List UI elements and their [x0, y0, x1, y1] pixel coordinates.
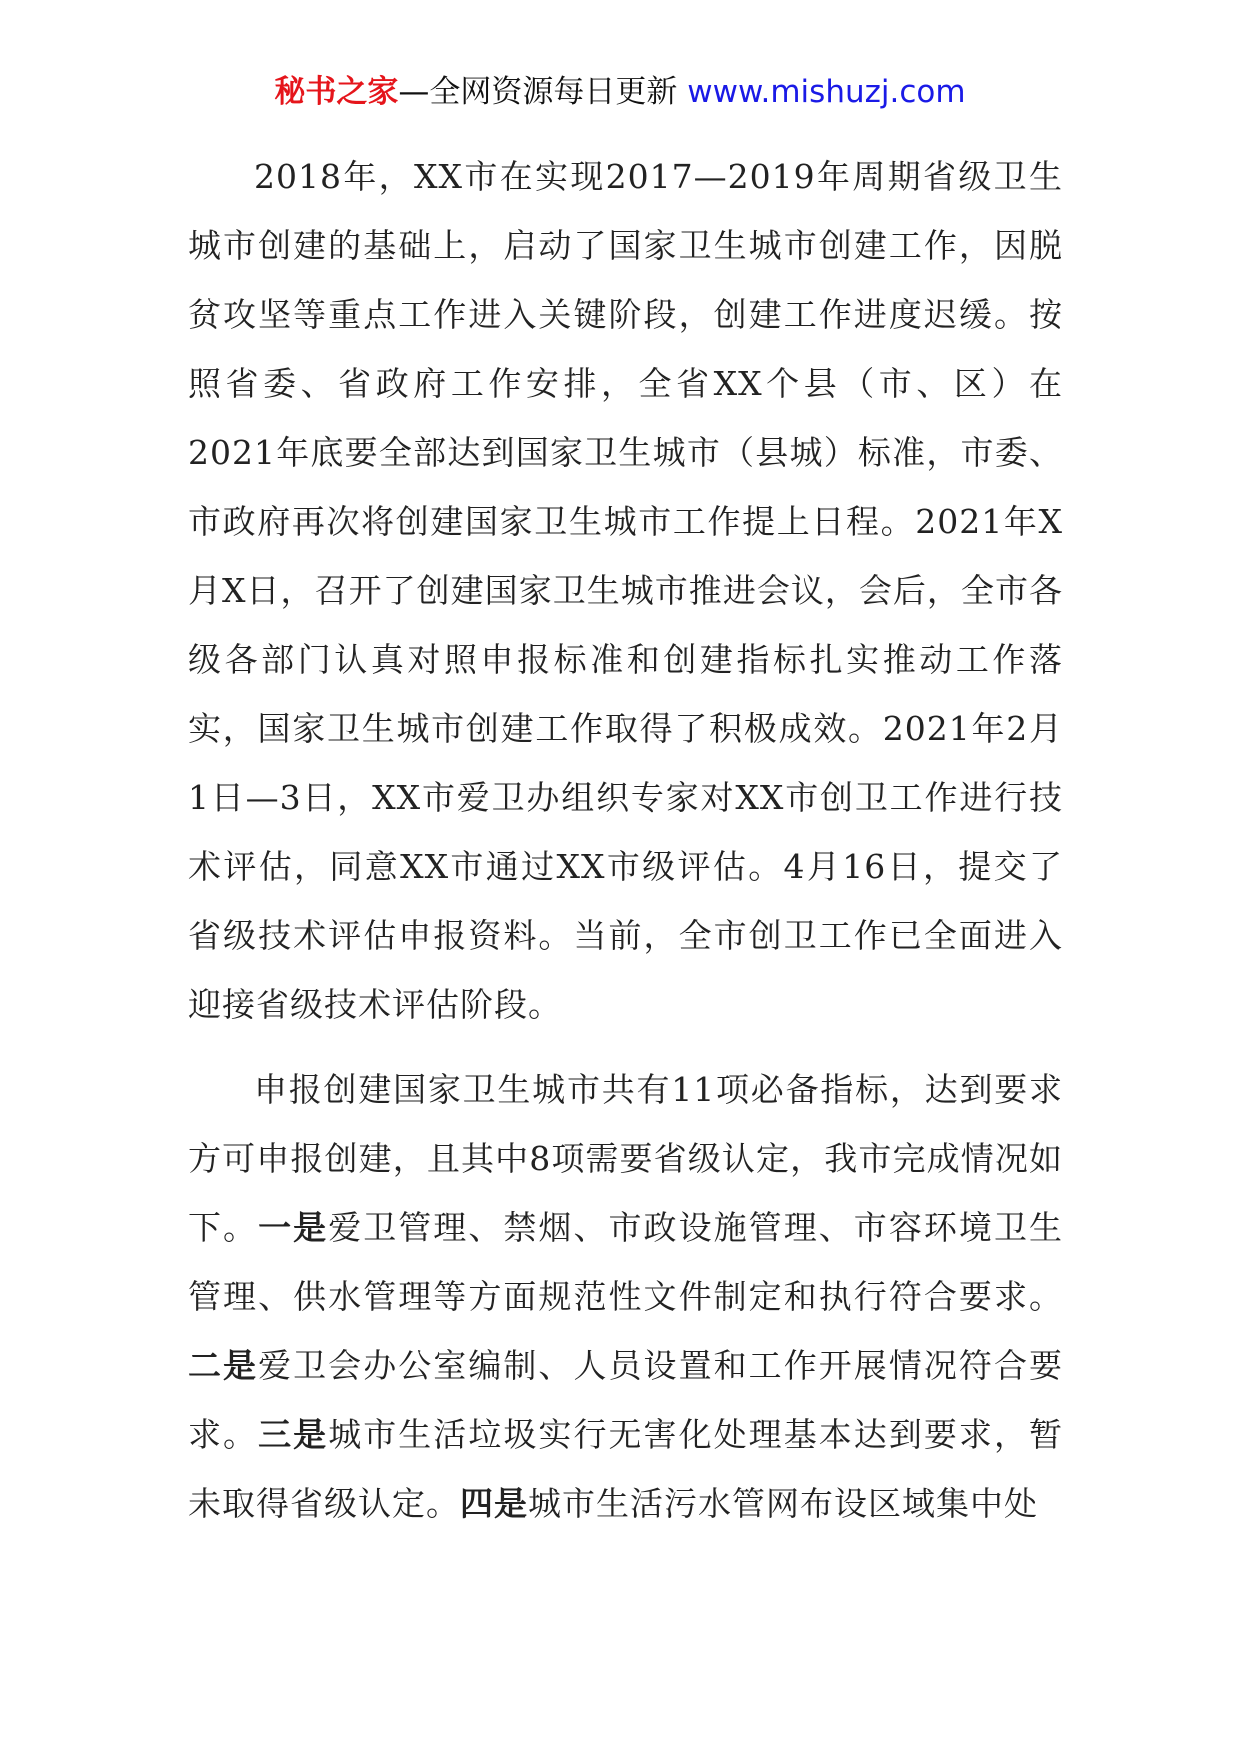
paragraph-indicators [188, 1055, 1063, 1538]
site-brand: 秘书之家 [274, 74, 399, 110]
item-label-3: 三是 [258, 1415, 329, 1454]
paragraph-background: 2018年，XX市在实现2017—2019年周期省级卫生城市创建的基础上，启动了国家卫生城市创建工作，因脱贫攻坚等重点工作进入关键阶段，创建工作进度迟缓。按照省委、省政府工作安排，全省XX个县（市、区）在2021年底要全部达到国家卫生城市（县城）标准，市委、市政府再次将创建国家卫生城市工作提上日程。2021年X月X日，召开了创建国家卫生城市推进会议，会后，全市各级各部门认真对照申报标准和创建指标扎实推动工作落实，国家卫生城市创建工作取得了积极成效。2021年2月1日—3日，XX市爱卫办组织专家对XX市创卫工作进行技术评估，同意XX市通过XX市级评估。4月16日，提交了省级技术评估申报资料。当前，全市创卫工作已全面进入迎接省级技术评估阶段。 [188, 157, 1063, 1024]
site-tagline: —全网资源每日更新 [398, 74, 678, 110]
item-label-4: 四是 [460, 1484, 528, 1523]
document-body [188, 142, 1063, 1538]
item-label-2: 二是 [188, 1346, 259, 1385]
item-label-1: 一是 [258, 1208, 329, 1247]
indicators-intro: 申报创建国家卫生城市共有11项必备指标，达到要求方可申报创建，且其中8项需要省级认定，我市完成情况如下。 [188, 1070, 1063, 1247]
item-text-4: 城市生活污水管网布设区域集中处 [528, 1484, 1038, 1523]
item-text-2: 爱卫会办公室编制、人员设置和工作开展情况符合要求。 [188, 1346, 1064, 1454]
page-header [0, 72, 1240, 112]
item-text-1: 爱卫管理、禁烟、市政设施管理、市容环境卫生管理、供水管理等方面规范性文件制定和执行符合要求。 [188, 1208, 1064, 1316]
site-url-link[interactable]: www.mishuzj.com [687, 74, 966, 110]
item-text-3: 城市生活垃圾实行无害化处理基本达到要求，暂未取得省级认定。 [188, 1415, 1064, 1523]
